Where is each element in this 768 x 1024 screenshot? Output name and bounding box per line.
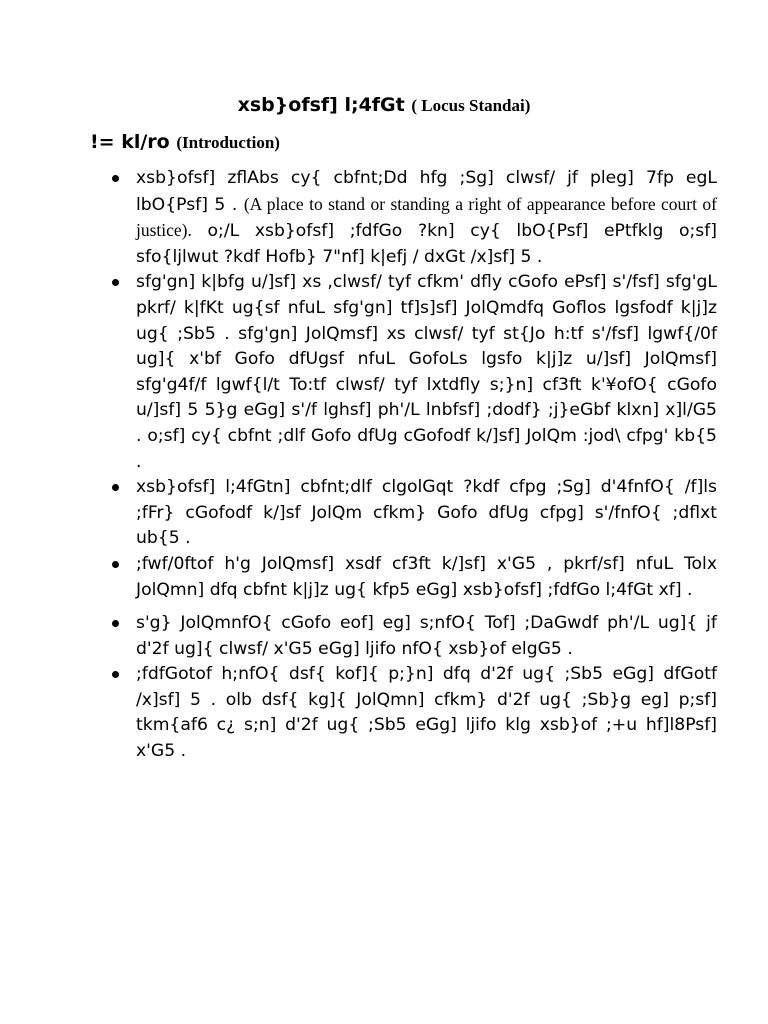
bullet-text: o;/L xsb}ofsf] ;fdfGo ?kn] cy{ lbO{Psf] ePtfklg o;sf] sfo{ljlwut ?kdf Hofb} 7"nf] k|efj / dxGt /x]sf] 5 . (136, 221, 717, 267)
bullet-item (136, 270, 717, 475)
bullet-dot-icon (112, 671, 119, 678)
bullet-item (136, 662, 717, 764)
bullet-list (0, 166, 768, 765)
bullet-text: xsb}ofsf] l;4fGtn] cbfnt;dlf clgolGqt ?kdf cfpg ;Sg] d'4fnfO{ /f]ls ;fFr} cGofodf k/]sf JolQm cfkm} Gofo dfUg cfpg] s'/fnfO{ ;dflxt ub{5 . (136, 477, 717, 549)
bullet-dot-icon (112, 620, 119, 627)
bullet-dot-icon (112, 561, 119, 568)
document-title-main: xsb}ofsf] l;4fGt (237, 94, 405, 116)
bullet-item (136, 611, 717, 662)
bullet-dot-icon (112, 279, 119, 286)
bullet-text: ;fwf/0ftof h'g JolQmsf] xsdf cf3ft k/]sf] x'G5 , pkrf/sf] nfuL Tolx JolQmn] dfq cbfnt k|j]z ug{ kfp5 eGg] xsb}ofsf] ;fdfGo l;4fGt xf] . (136, 553, 717, 600)
bullet-dot-icon (112, 484, 119, 491)
section-heading-english: (Introduction) (176, 133, 280, 152)
section-heading (90, 128, 280, 157)
document-title (0, 92, 768, 119)
section-heading-main: != kl/ro (90, 131, 170, 153)
bullet-item (136, 552, 717, 603)
bullet-text-english: (A place to stand or standing a right of appearance before court of justice). (136, 193, 717, 241)
bullet-text: sfg'gn] k|bfg u/]sf] xs ,clwsf/ tyf cfkm' dfly cGofo ePsf] s'/fsf] sfg'gL pkrf/ k|fKt ug{sf nfuL sfg'gn] tf]s]sf] JolQmdfq Goflos lgsfodf k|j]z ug{ ;Sb5 . sfg'gn] JolQmsf] xs clwsf/ tyf st{Jo h:tf s'/fsf] lgwf{/0f ug]{ x'bf Gofo dfUgsf nfuL GofoLs lgsfo k|j]z u/]sf] JolQmsf] sfg'g4f/f lgwf{l/t To:tf clwsf/ tyf lxtdfly s;}n] cf3ft k'¥ofO{ cGofo u/]sf] 5 5}g eGg] s'/f lghsf] ph'/L lnbfsf] ;dodf} ;j}eGbf klxn] x]l/G5 . o;sf] cy{ cbfnt ;dlf Gofo dfUg cGofodf k/]sf] JolQm :jod\ cfpg' kb{5 . (136, 272, 717, 472)
bullet-item (136, 166, 717, 270)
bullet-text: xsb}ofsf] zflAbs cy{ cbfnt;Dd hfg ;Sg] clwsf/ jf pleg] 7fp egL lbO{Psf] 5 . (136, 168, 717, 215)
bullet-text: ;fdfGotof h;nfO{ dsf{ kof]{ p;}n] dfq d'2f ug{ ;Sb5 eGg] dfGotf /x]sf] 5 . olb dsf{ kg]{ JolQmn] cfkm} d'2f ug{ ;Sb}g eg] p;sf] tkm{af6 c¿ s;n] d'2f ug{ ;Sb5 eGg] ljifo klg xsb}of ;+u hf]l8Psf] x'G5 . (136, 664, 717, 762)
bullet-item (136, 475, 717, 552)
bullet-dot-icon (112, 175, 119, 182)
bullet-text: s'g} JolQmnfO{ cGofo eof] eg] s;nfO{ Tof] ;DaGwdf ph'/L ug]{ jf d'2f ug]{ clwsf/ x'G5 eGg] ljifo nfO{ xsb}of elgG5 . (136, 613, 717, 659)
document-title-english: ( Locus Standai) (411, 96, 531, 115)
